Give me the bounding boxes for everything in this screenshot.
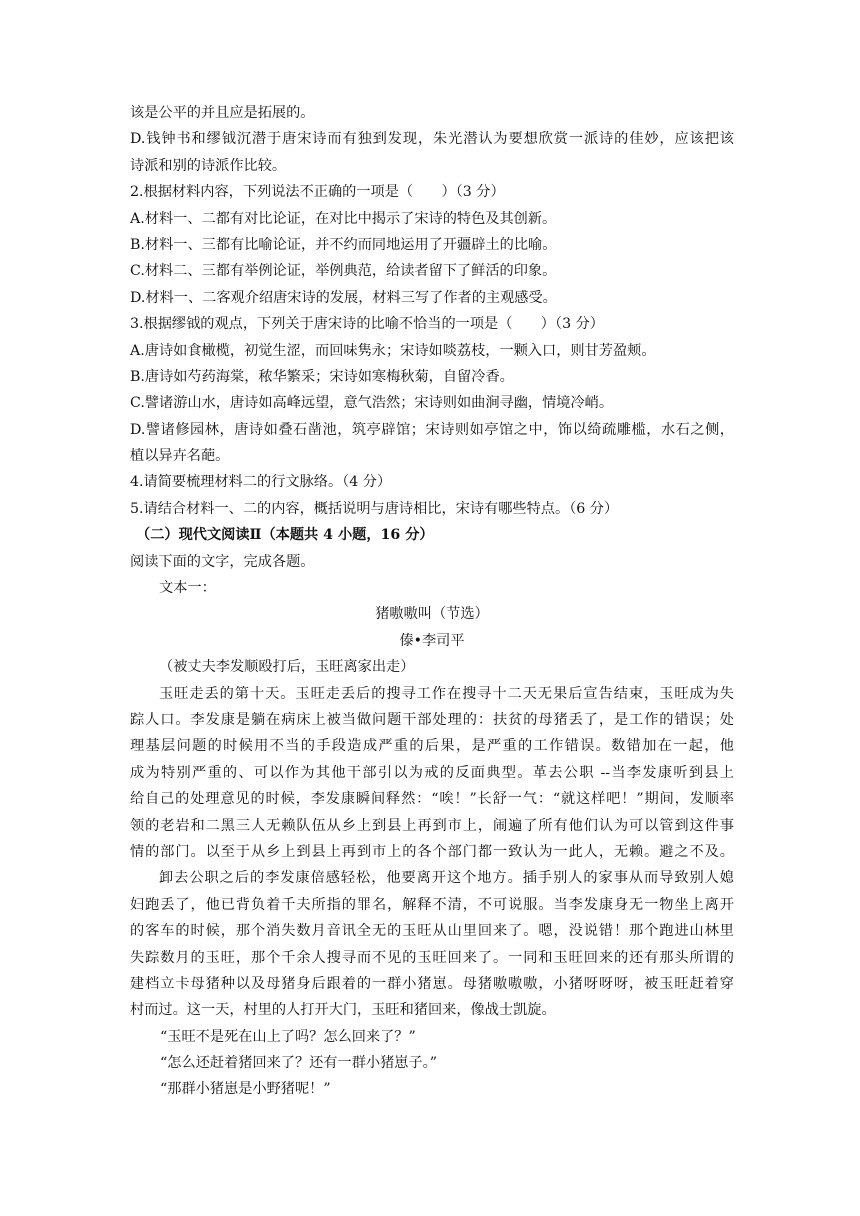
paragraph-line: 的客车的时候，那个消失数月音讯全无的玉旺从山里回来了。嗯，没说错！那个跑进山林里	[130, 923, 734, 940]
story-title: 猪嗷嗷叫（节选）	[375, 606, 489, 623]
q3-option-a: A.唐诗如食橄榄，初觉生涩，而回味隽永；宋诗如啖荔枝，一颗入口，则甘芳盈颊。	[130, 342, 656, 359]
q1-tail-line: 该是公平的并且应是拓展的。	[130, 105, 315, 121]
paragraph-line: 情的部门。以至于从乡上到县上再到市上的各个部门都一致认为一此人，无赖。避之不及。	[130, 843, 734, 860]
q2-stem: 2.根据材料内容，下列说法不正确的一项是（ ）（3 分）	[130, 184, 505, 201]
q3-option-d-line-1: D.譬诸修园林，唐诗如叠石凿池，筑亭辟馆；宋诗则如亭馆之中，饰以绮疏雕槛，水石之侧，	[130, 421, 734, 438]
q1-option-d-line-1: D.钱钟书和缪钺沉潜于唐宋诗而有独到发现，朱光潜认为要想欣赏一派诗的佳妙，应该把该	[130, 131, 734, 148]
document-page	[130, 100, 734, 1103]
q3-stem: 3.根据缪钺的观点，下列关于唐宋诗的比喻不恰当的一项是（ ）（3 分）	[130, 316, 604, 333]
paragraph-line: 踪人口。李发康是躺在病床上被当做问题干部处理的：扶贫的母猪丢了，是工作的错误；处	[130, 711, 734, 728]
paragraph-line: 给自己的处理意见的时候，李发康瞬间释然：“唉！”长舒一气：“就这样吧！”期间，发顺率	[130, 791, 734, 808]
paragraph-line: 领的老岩和二黑三人无赖队伍从乡上到县上再到市上，闹遍了所有他们认为可以管到这件事	[130, 817, 734, 834]
paragraph-line: 妇跑丢了，他已背负着千夫所指的罪名，解释不清，不可说服。当李发康身无一物坐上离开	[130, 896, 734, 913]
text-label: 文本一：	[159, 580, 216, 597]
story-paragraph-1	[130, 681, 734, 866]
q1-option-d-line-2: 诗派和别的诗派作比较。	[130, 157, 287, 174]
q2-option-a: A.材料一、二都有对比论证，在对比中揭示了宋诗的特色及其创新。	[130, 210, 557, 227]
section-heading: （二）现代文阅读Ⅱ（本题共 4 小题，16 分）	[136, 527, 434, 544]
dialogue-line: “玉旺不是死在山上了吗？怎么回来了？”	[160, 1028, 416, 1045]
q3-option-d-line-2: 植以异卉名葩。	[130, 448, 230, 465]
story-author: 傣•李司平	[399, 632, 465, 649]
story-paragraph-2	[130, 865, 734, 1023]
q2-option-d: D.材料一、二客观介绍唐宋诗的发展，材料三写了作者的主观感受。	[130, 289, 557, 306]
reading-instruction: 阅读下面的文字，完成各题。	[130, 553, 315, 570]
q2-option-b: B.材料一、三都有比喻论证，并不约而同地运用了开疆辟土的比喻。	[130, 236, 557, 253]
q4-question: 4.请简要梳理材料二的行文脉络。（4 分）	[130, 474, 392, 491]
dialogue-line: “怎么还赶着猪回来了？还有一群小猪崽子。”	[160, 1055, 437, 1072]
paragraph-line: 建档立卡母猪种以及母猪身后跟着的一群小猪崽。母猪嗷嗷嗷，小猪呀呀呀，被玉旺赶着穿	[130, 975, 734, 992]
q3-option-c: C.譬诸游山水，唐诗如高峰远望，意气浩然；宋诗则如曲涧寻幽，情境冷峭。	[130, 395, 614, 412]
q2-option-c: C.材料二、三都有举例论证，举例典范，给读者留下了鲜活的印象。	[130, 263, 557, 280]
paragraph-line: 玉旺走丢的第十天。玉旺走丢后的搜寻工作在搜寻十二天无果后宣告结束，玉旺成为失	[159, 685, 734, 702]
paragraph-line: 村而过。这一天，村里的人打开大门，玉旺和猪回来，像战士凯旋。	[130, 1002, 556, 1019]
q5-question: 5.请结合材料一、二的内容，概括说明与唐诗相比，宋诗有哪些特点。（6 分）	[130, 500, 619, 517]
q3-option-b: B.唐诗如芍药海棠，秾华繁采；宋诗如寒梅秋菊，自留冷香。	[130, 368, 514, 385]
dialogue-line: “那群小猪崽是小野猪呢！”	[160, 1081, 331, 1098]
story-note: （被丈夫李发顺殴打后，玉旺离家出走）	[159, 659, 415, 676]
paragraph-line: 失踪数月的玉旺，那个千余人搜寻而不见的玉旺回来了。一同和玉旺回来的还有那头所谓的	[130, 949, 734, 966]
paragraph-line: 理基层问题的时候用不当的手段造成严重的后果，是严重的工作错误。数错加在一起，他	[130, 738, 734, 755]
paragraph-line: 卸去公职之后的李发康倍感轻松，他要离开这个地方。插手别人的家事从而导致别人媳	[159, 870, 734, 887]
paragraph-line: 成为特别严重的、可以作为其他干部引以为戒的反面典型。革去公职 --当李发康听到县上	[130, 764, 734, 781]
